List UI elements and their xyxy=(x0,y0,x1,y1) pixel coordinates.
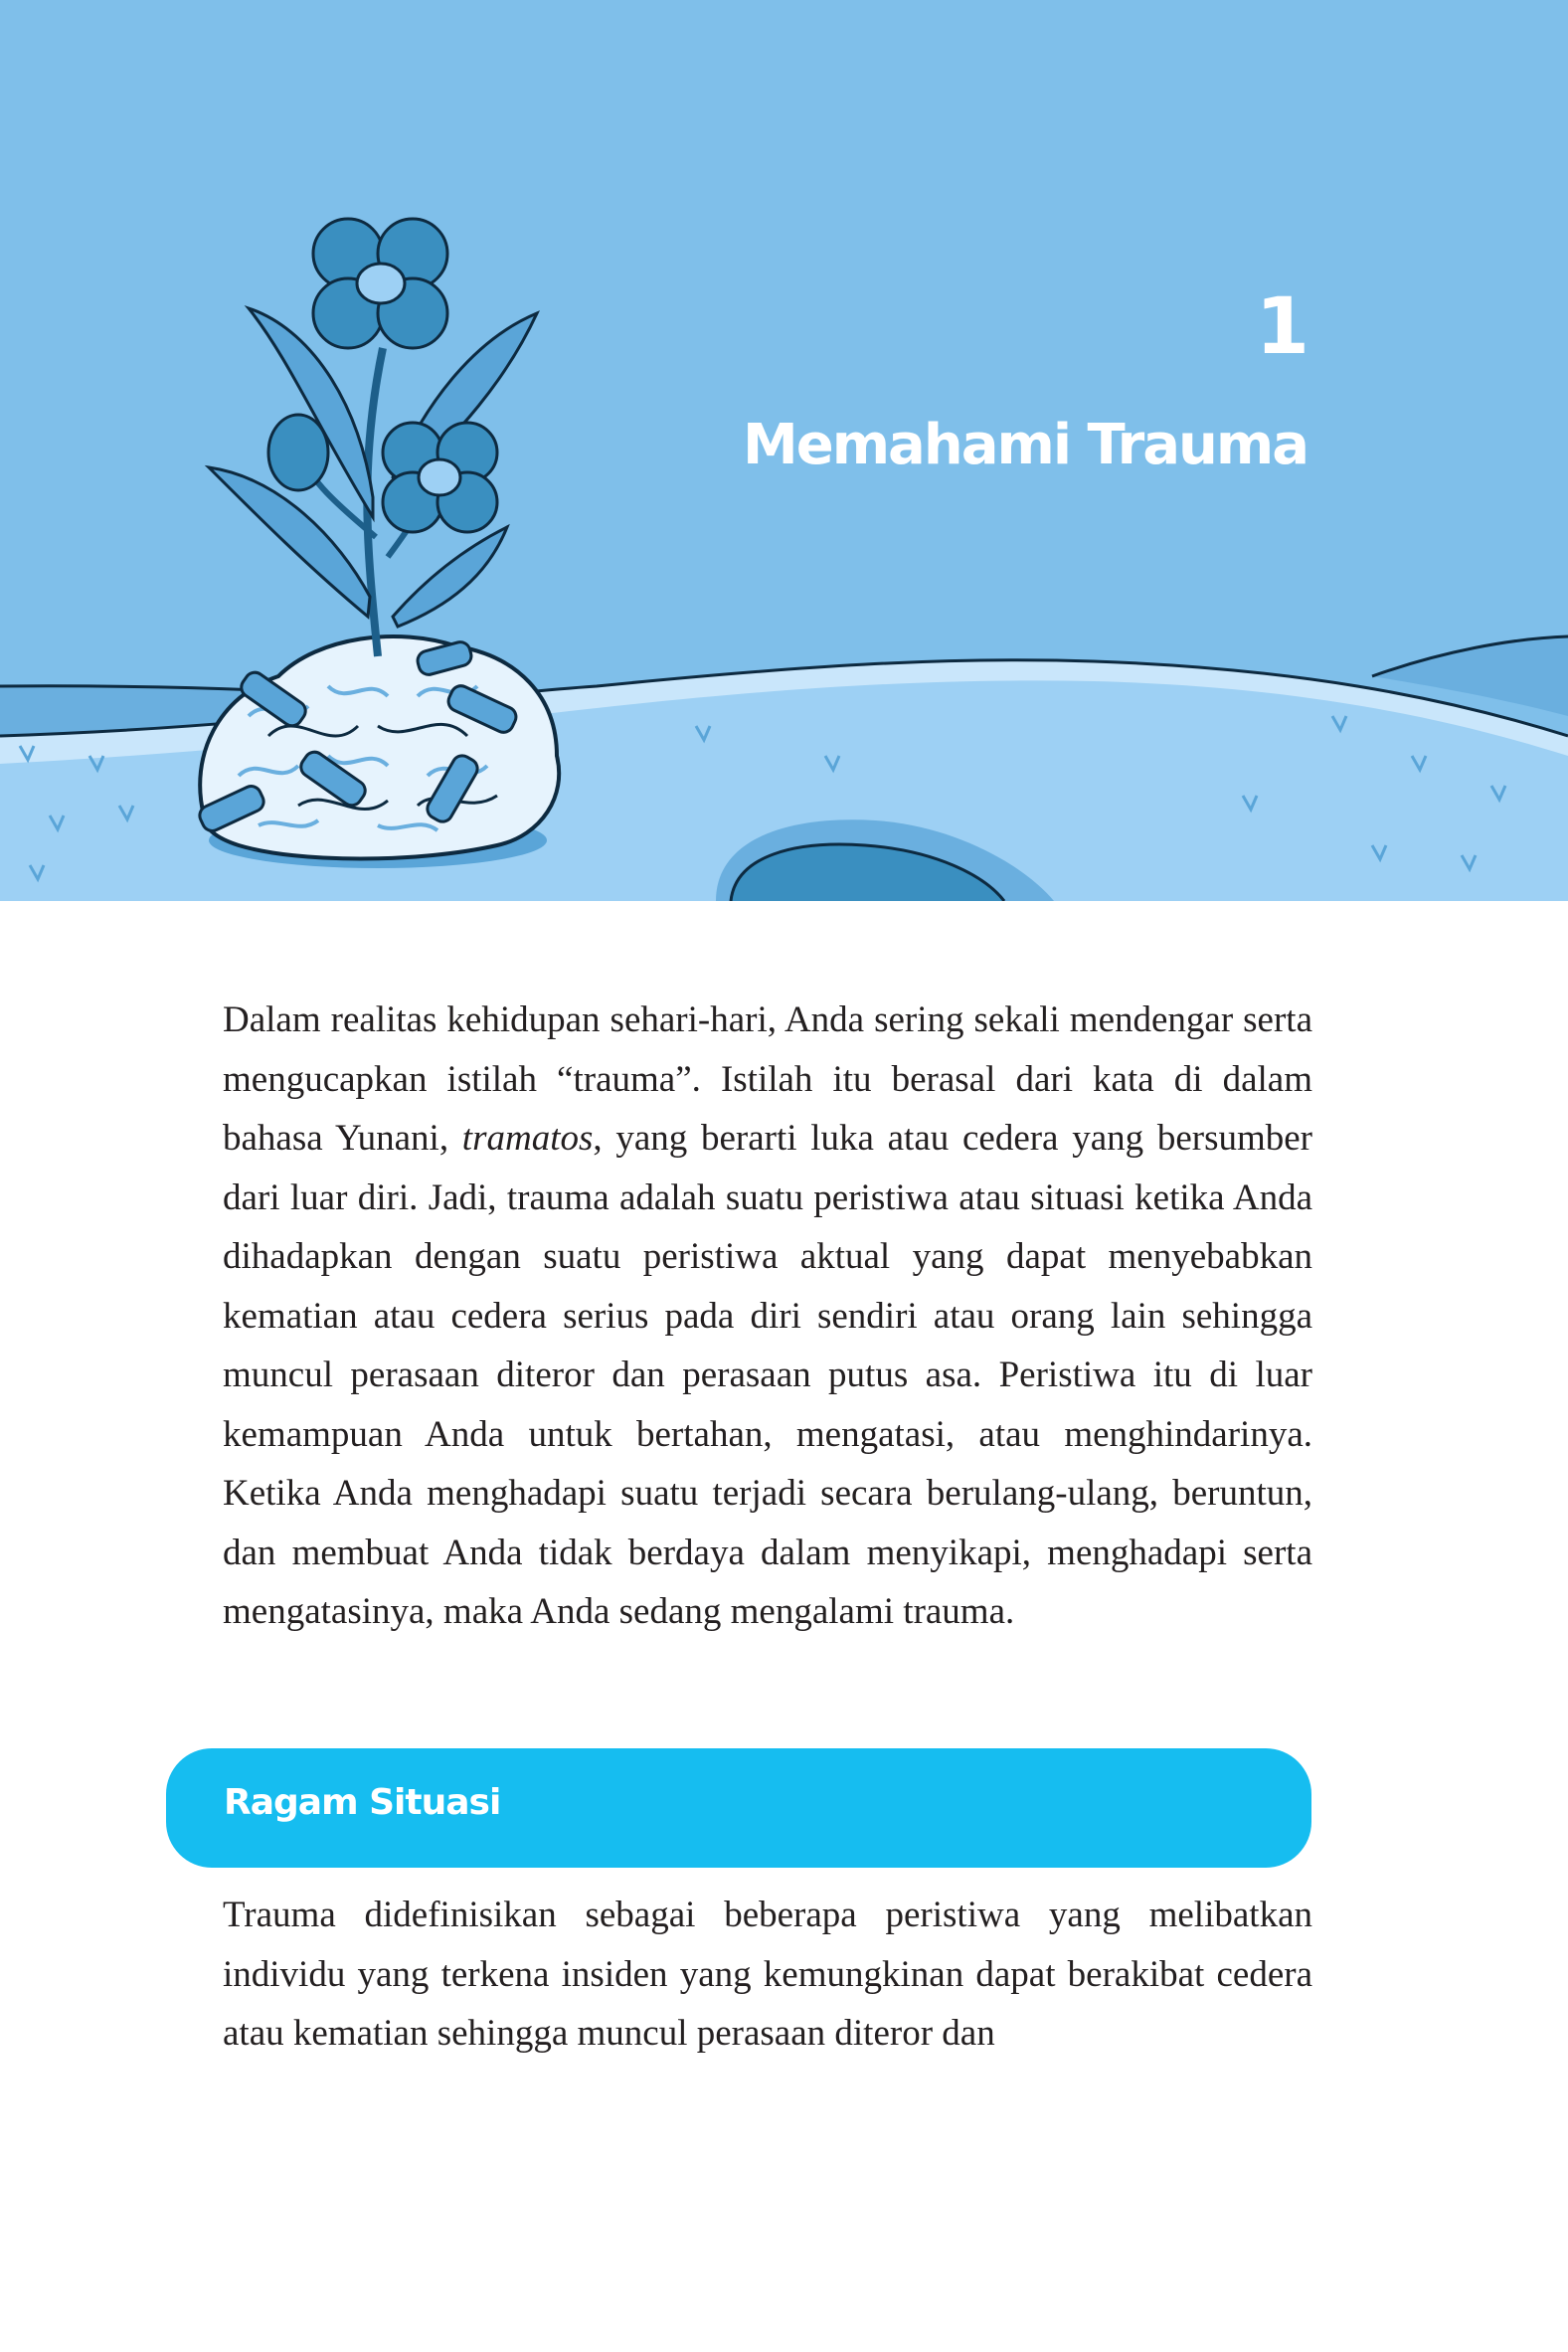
intro-text-1: Dalam realitas kehidupan sehari-hari, Anda sering sekali mendengar serta mengucapkan istilah “trauma”. Istilah itu berasal dari kata di dalam bahasa Yunani, xyxy=(223,999,1312,1159)
intro-text-2: , yang berarti luka atau cedera yang bersumber dari luar diri. Jadi, trauma adalah suatu peristiwa atau situasi ketika Anda dihadapkan dengan suatu peristiwa aktual yang dapat menyebabkan kematian atau cedera serius pada diri sendiri atau orang lain sehingga muncul perasaan diteror dan perasaan putus asa. Peristiwa itu di luar kemampuan Anda untuk bertahan, mengatasi, atau menghindarinya. Ketika Anda menghadapi suatu terjadi secara berulang-ulang, beruntun, dan membuat Anda tidak berdaya dalam menyikapi, menghadapi serta mengatasinya, maka Anda sedang mengalami trauma. xyxy=(223,1118,1312,1632)
intro-paragraph xyxy=(223,991,1312,1642)
section-title: Ragam Situasi xyxy=(224,1782,501,1823)
intro-italic-term: tramatos xyxy=(461,1118,594,1159)
chapter-banner xyxy=(0,0,1568,901)
flower-bud xyxy=(268,415,328,490)
brain-illustration xyxy=(197,636,560,868)
lower-flower xyxy=(383,423,497,532)
chapter-number: 1 xyxy=(1255,282,1307,372)
section-header xyxy=(166,1748,1311,1868)
top-flower xyxy=(313,219,447,348)
chapter-title: Memahami Trauma xyxy=(742,413,1307,477)
section-paragraph: Trauma didefinisikan sebagai beberapa peristiwa yang melibatkan individu yang terkena insiden yang kemungkinan dapat berakibat cedera atau kematian sehingga muncul perasaan diteror dan xyxy=(223,1895,1312,2054)
flower-plant xyxy=(209,219,537,656)
